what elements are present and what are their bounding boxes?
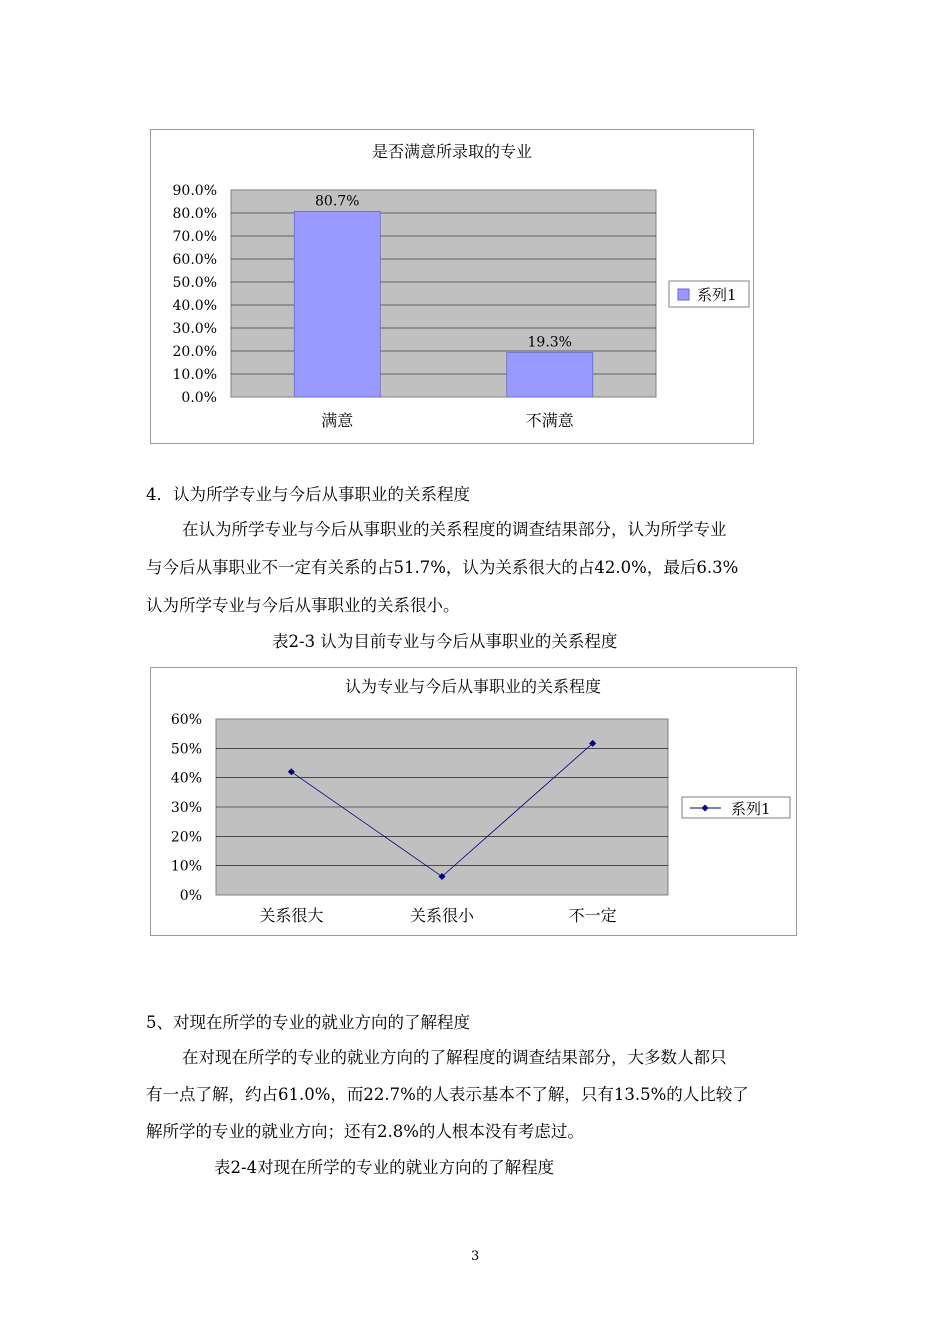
data-label: 80.7%	[315, 193, 360, 210]
y-tick-label: 80.0%	[172, 206, 217, 222]
data-label: 19.3%	[527, 334, 572, 351]
section-4-heading: 4．认为所学专业与今后从事职业的关系程度	[146, 485, 470, 504]
bar-chart-satisfaction	[150, 129, 754, 444]
y-tick-label: 70.0%	[172, 229, 217, 245]
chart-title: 是否满意所录取的专业	[371, 142, 533, 161]
x-tick-label: 关系很大	[259, 906, 324, 925]
page-number: 3	[471, 1249, 480, 1264]
y-tick-label: 40.0%	[172, 298, 217, 314]
y-tick-label: 90.0%	[172, 183, 217, 199]
line-chart-relationship	[150, 667, 797, 936]
y-tick-label: 30.0%	[172, 321, 217, 337]
bar-chart-svg	[151, 130, 753, 443]
table-2-4-caption: 表2-4对现在所学的专业的就业方向的了解程度	[214, 1158, 555, 1177]
y-tick-label: 40%	[170, 770, 202, 787]
y-tick-label: 50%	[170, 741, 202, 758]
section-5-heading: 5、对现在所学的专业的就业方向的了解程度	[146, 1013, 470, 1032]
x-tick-label: 不满意	[525, 411, 574, 430]
x-tick-label: 不一定	[568, 906, 617, 925]
bar	[294, 211, 380, 397]
section-5-para-line-1: 在对现在所学的专业的就业方向的了解程度的调查结果部分，大多数人都只	[182, 1048, 727, 1067]
y-tick-label: 60.0%	[172, 252, 217, 268]
y-tick-label: 30%	[170, 800, 202, 816]
y-tick-label: 0.0%	[181, 390, 217, 406]
y-tick-label: 60%	[170, 712, 202, 728]
bar	[507, 353, 593, 397]
legend-label: 系列1	[731, 800, 771, 818]
section-4-para-line-1: 在认为所学专业与今后从事职业的关系程度的调查结果部分，认为所学专业	[182, 520, 727, 539]
section-4-para-line-2: 与今后从事职业不一定有关系的占51.7%，认为关系很大的占42.0%，最后6.3%	[146, 558, 739, 577]
y-tick-label: 10%	[170, 858, 202, 875]
section-5-para-line-3: 解所学的专业的就业方向；还有2.8%的人根本没有考虑过。	[146, 1122, 584, 1141]
section-4-para-line-3: 认为所学专业与今后从事职业的关系很小。	[146, 596, 460, 615]
x-tick-label: 满意	[321, 411, 354, 430]
legend-swatch	[678, 289, 689, 300]
section-5-para-line-2: 有一点了解，约占61.0%，而22.7%的人表示基本不了解，只有13.5%的人比较了	[146, 1085, 749, 1104]
y-tick-label: 20.0%	[172, 344, 217, 360]
chart-title: 认为专业与今后从事职业的关系程度	[344, 677, 602, 696]
x-tick-label: 关系很小	[409, 906, 475, 925]
y-tick-label: 10.0%	[172, 367, 217, 383]
table-2-3-caption: 表2-3 认为目前专业与今后从事职业的关系程度	[272, 632, 618, 651]
y-tick-label: 0%	[179, 888, 202, 904]
legend-label: 系列1	[697, 286, 737, 304]
y-tick-label: 20%	[170, 829, 202, 846]
line-chart-svg	[151, 668, 796, 935]
y-tick-label: 50.0%	[172, 275, 217, 291]
